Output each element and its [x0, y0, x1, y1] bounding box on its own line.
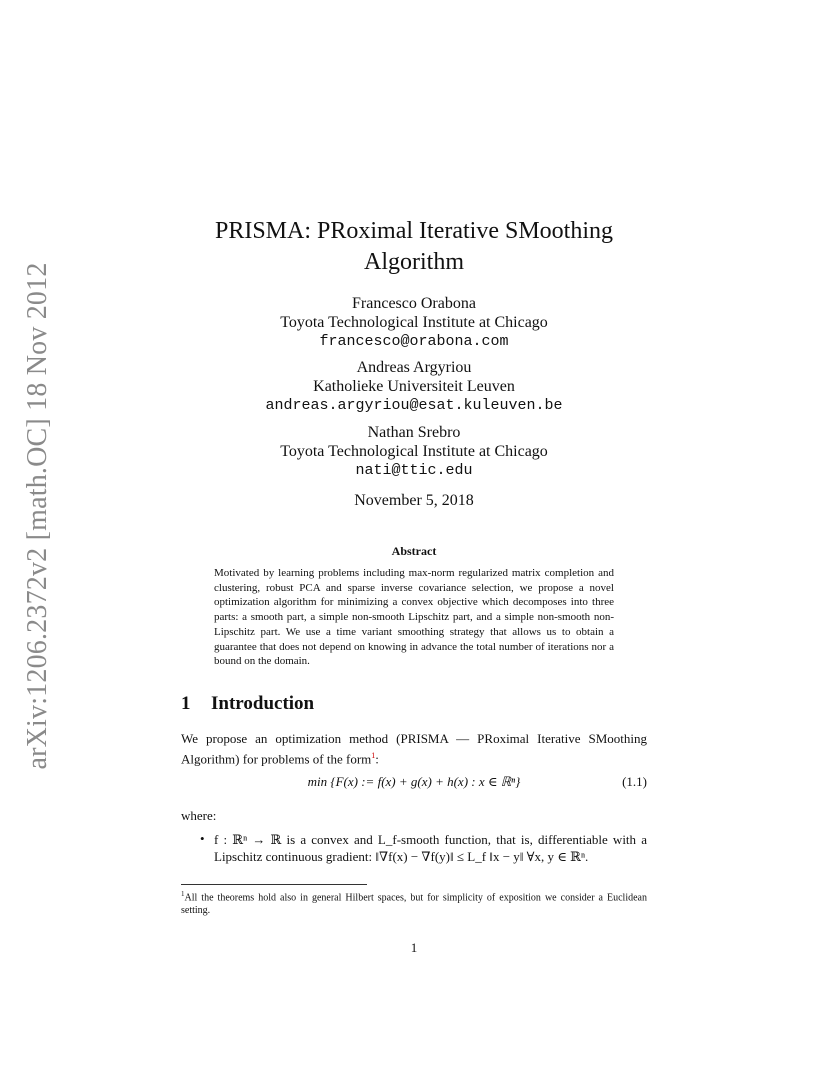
author-block-2	[0, 358, 828, 415]
footnote-text: All the theorems hold also in general Hilbert spaces, but for simplicity of exposition we consider a Euclidean setting.	[181, 892, 647, 917]
abstract-heading: Abstract	[391, 544, 437, 558]
author-institution: Katholieke Universiteit Leuven	[313, 378, 515, 395]
footnote-mark: 1	[181, 890, 185, 898]
bullet-item-text: f : ℝⁿ → ℝ is a convex and L_f-smooth function, that is, differentiable with a Lipschitz continuous gradient: ‖∇f(x) − ∇f(y)‖ ≤ L_f ‖x − y‖ ∀x, y ∈ ℝⁿ.	[214, 832, 647, 864]
paper-title	[0, 216, 828, 278]
footnote-divider	[181, 884, 367, 885]
section-number: 1	[181, 693, 191, 714]
author-email: andreas.argyriou@esat.kuleuven.be	[265, 397, 563, 414]
section-heading	[181, 693, 314, 715]
intro-paragraph	[181, 730, 647, 767]
footnote	[181, 888, 647, 917]
abstract-text: Motivated by learning problems including max-norm regularized matrix completion and clustering, robust PCA and sparse inverse covariance selection, we propose a novel optimization algorithm for minimizing a convex objective which decomposes into three parts: a smooth part, a simple non-smooth Lipschitz part, and a simple non-smooth non-Lipschitz part. We use a time variant smoothing strategy that allows us to obtain a guarantee that does not depend on knowing in advance the total number of iterations nor a bound on the domain.	[214, 567, 614, 668]
equation-body: min {F(x) := f(x) + g(x) + h(x) : x ∈ ℝⁿ}	[307, 774, 521, 789]
author-name: Nathan Srebro	[367, 424, 461, 441]
paper-date: November 5, 2018	[354, 492, 474, 509]
author-name: Francesco Orabona	[352, 295, 476, 312]
author-email: francesco@orabona.com	[319, 333, 509, 350]
equation-1-1	[181, 774, 647, 790]
title-line-1: PRISMA: PRoximal Iterative SMoothing	[214, 218, 613, 244]
bullet-marker: •	[200, 831, 205, 846]
intro-text-end: :	[375, 751, 379, 767]
page-number: 1	[410, 940, 418, 955]
author-name: Andreas Argyriou	[356, 359, 472, 376]
footnote-reference-link[interactable]: 1	[371, 751, 376, 760]
intro-text: We propose an optimization method (PRISMA — PRoximal Iterative SMoothing Algorithm) for problems of the form	[181, 731, 647, 767]
author-block-3	[0, 423, 828, 480]
author-email: nati@ttic.edu	[355, 462, 473, 479]
title-line-2: Algorithm	[364, 249, 464, 275]
where-label: where:	[181, 808, 217, 823]
author-block-1	[0, 294, 828, 351]
author-institution: Toyota Technological Institute at Chicago	[280, 443, 548, 460]
arxiv-margin-stamp: arXiv:1206.2372v2 [math.OC] 18 Nov 2012	[22, 262, 53, 770]
equation-number: (1.1)	[622, 774, 647, 789]
author-institution: Toyota Technological Institute at Chicago	[280, 314, 548, 331]
section-title: Introduction	[211, 693, 315, 714]
